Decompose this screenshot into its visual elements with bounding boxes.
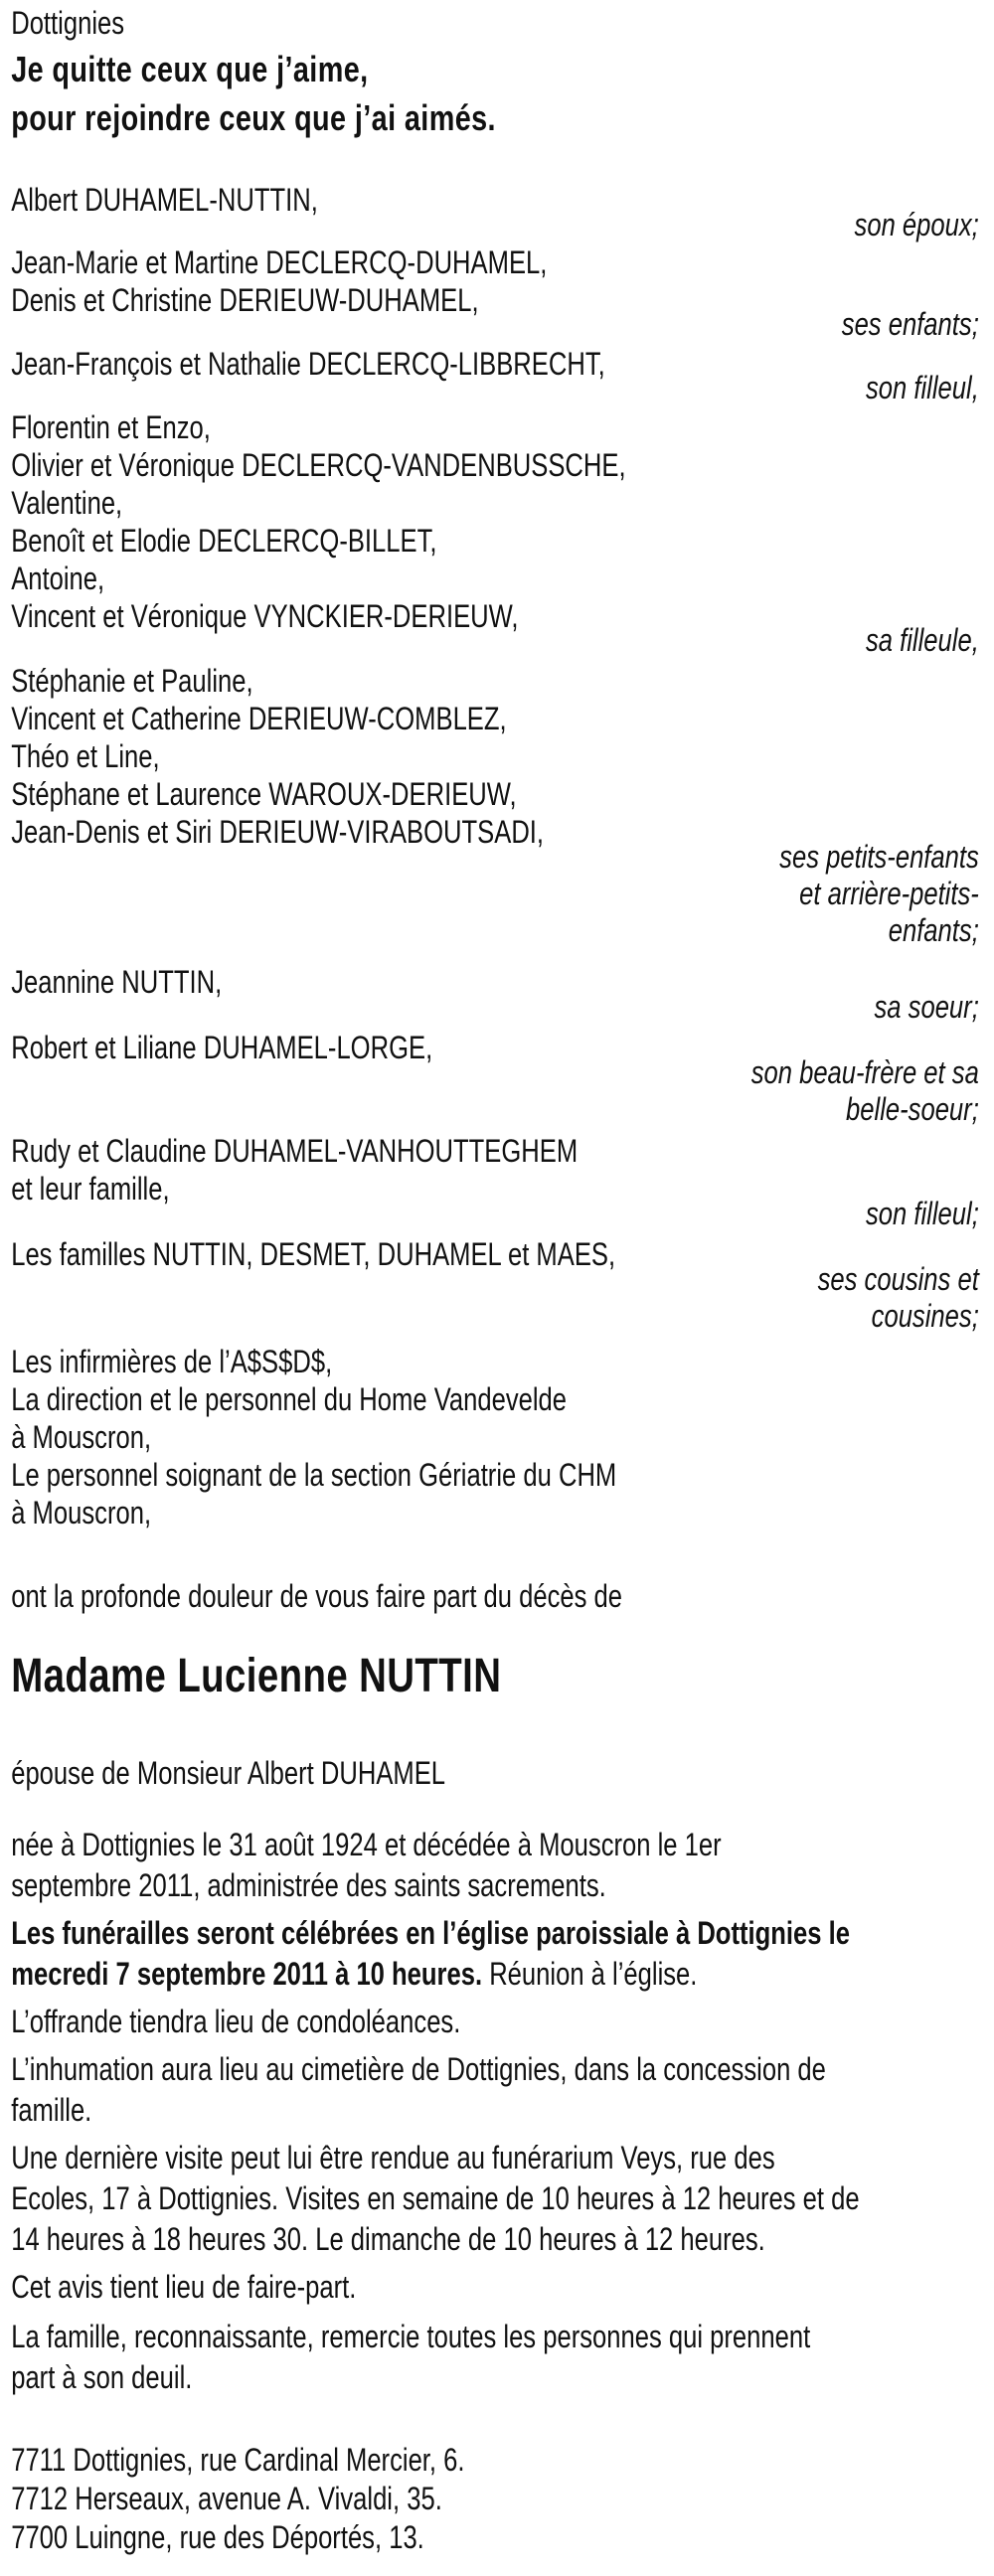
mourner-line: La direction et le personnel du Home Vandevelde xyxy=(11,1381,568,1417)
mourner-line: Stéphane et Laurence WAROUX-DERIEUW, xyxy=(11,776,517,812)
mourner-line: Jeannine NUTTIN, xyxy=(11,964,223,1000)
relation-label: son filleul, xyxy=(865,370,979,405)
body-line: 14 heures à 18 heures 30. Le dimanche de 10 heures à 12 heures. xyxy=(11,2221,765,2257)
relation-label: son époux; xyxy=(854,207,979,242)
epitaph-line: pour rejoindre ceux que j’ai aimés. xyxy=(11,97,496,138)
epitaph-line: Je quitte ceux que j’aime, xyxy=(11,49,369,89)
body-line: Cet avis tient lieu de faire-part. xyxy=(11,2269,357,2305)
body-line: L’offrande tiendra lieu de condoléances. xyxy=(11,2004,461,2039)
relation-label: ses cousins et xyxy=(817,1261,979,1297)
life-dates-line: née à Dottignies le 31 août 1924 et décédée à Mouscron le 1er xyxy=(11,1827,722,1862)
address-line: 7712 Herseaux, avenue A. Vivaldi, 35. xyxy=(11,2481,442,2516)
relation-label: belle-soeur; xyxy=(846,1091,979,1127)
mourner-line: Théo et Line, xyxy=(11,738,160,774)
mourner-line: Le personnel soignant de la section Gériatrie du CHM xyxy=(11,1457,617,1493)
mourner-line: Les infirmières de l’A$S$D$, xyxy=(11,1344,333,1379)
relation-label: enfants; xyxy=(888,912,979,948)
body-line: part à son deuil. xyxy=(11,2359,193,2395)
relation-label: et arrière-petits- xyxy=(799,876,979,911)
relation-label: sa filleule, xyxy=(865,622,979,658)
address-line: 7700 Luingne, rue des Déportés, 13. xyxy=(11,2519,424,2555)
mourner-line: Stéphanie et Pauline, xyxy=(11,663,253,699)
mourner-line: Vincent et Catherine DERIEUW-COMBLEZ, xyxy=(11,701,507,736)
mourner-line: Olivier et Véronique DECLERCQ-VANDENBUSSCHE, xyxy=(11,447,626,483)
mourner-line: Les familles NUTTIN, DESMET, DUHAMEL et MAES, xyxy=(11,1236,616,1272)
funeral-line xyxy=(11,1958,697,1990)
relation-label: sa soeur; xyxy=(874,989,979,1025)
relation-label: ses petits-enfants xyxy=(779,839,979,875)
funeral-line: Les funérailles seront célébrées en l’église paroissiale à Dottignies le xyxy=(11,1915,850,1951)
mourner-line: Jean-François et Nathalie DECLERCQ-LIBBRECHT, xyxy=(11,346,605,382)
mourner-line: à Mouscron, xyxy=(11,1495,152,1530)
relation-label: ses enfants; xyxy=(841,306,979,342)
funeral-line-bold-segment: mecredi 7 septembre 2011 à 10 heures. xyxy=(11,1956,483,1992)
spouse-line: épouse de Monsieur Albert DUHAMEL xyxy=(11,1755,446,1791)
mourner-line: Valentine, xyxy=(11,485,123,521)
deceased-name: Madame Lucienne NUTTIN xyxy=(11,1650,502,1702)
mourner-line: Jean-Denis et Siri DERIEUW-VIRABOUTSADI, xyxy=(11,814,545,850)
body-line: L’inhumation aura lieu au cimetière de Dottignies, dans la concession de xyxy=(11,2051,826,2087)
mourner-line: Vincent et Véronique VYNCKIER-DERIEUW, xyxy=(11,598,519,634)
body-line: La famille, reconnaissante, remercie toutes les personnes qui prennent xyxy=(11,2319,811,2354)
mourner-line: Benoît et Elodie DECLERCQ-BILLET, xyxy=(11,523,437,559)
relation-label: cousines; xyxy=(871,1298,979,1334)
mourner-line: à Mouscron, xyxy=(11,1419,152,1455)
relation-label: son beau-frère et sa xyxy=(750,1054,979,1090)
mourner-line: Albert DUHAMEL-NUTTIN, xyxy=(11,182,318,218)
address-line: 7711 Dottignies, rue Cardinal Mercier, 6. xyxy=(11,2442,465,2478)
mourner-line: Florentin et Enzo, xyxy=(11,409,211,445)
mourner-line: Antoine, xyxy=(11,561,105,596)
mourner-line: Robert et Liliane DUHAMEL-LORGE, xyxy=(11,1030,433,1065)
relation-label: son filleul; xyxy=(865,1196,979,1231)
funeral-line-regular-segment: Réunion à l’église. xyxy=(482,1956,698,1992)
body-line: Ecoles, 17 à Dottignies. Visites en semaine de 10 heures à 12 heures et de xyxy=(11,2180,860,2216)
city-line: Dottignies xyxy=(11,5,125,41)
body-line: Une dernière visite peut lui être rendue au funérarium Veys, rue des xyxy=(11,2140,775,2175)
mourner-line: et leur famille, xyxy=(11,1171,170,1207)
mourner-line: Rudy et Claudine DUHAMEL-VANHOUTTEGHEM xyxy=(11,1133,579,1169)
announcement-line: ont la profonde douleur de vous faire part du décès de xyxy=(11,1578,623,1614)
life-dates-line: septembre 2011, administrée des saints sacrements. xyxy=(11,1867,606,1903)
body-line: famille. xyxy=(11,2092,92,2128)
mourner-line: Jean-Marie et Martine DECLERCQ-DUHAMEL, xyxy=(11,244,548,280)
mourner-line: Denis et Christine DERIEUW-DUHAMEL, xyxy=(11,282,479,318)
